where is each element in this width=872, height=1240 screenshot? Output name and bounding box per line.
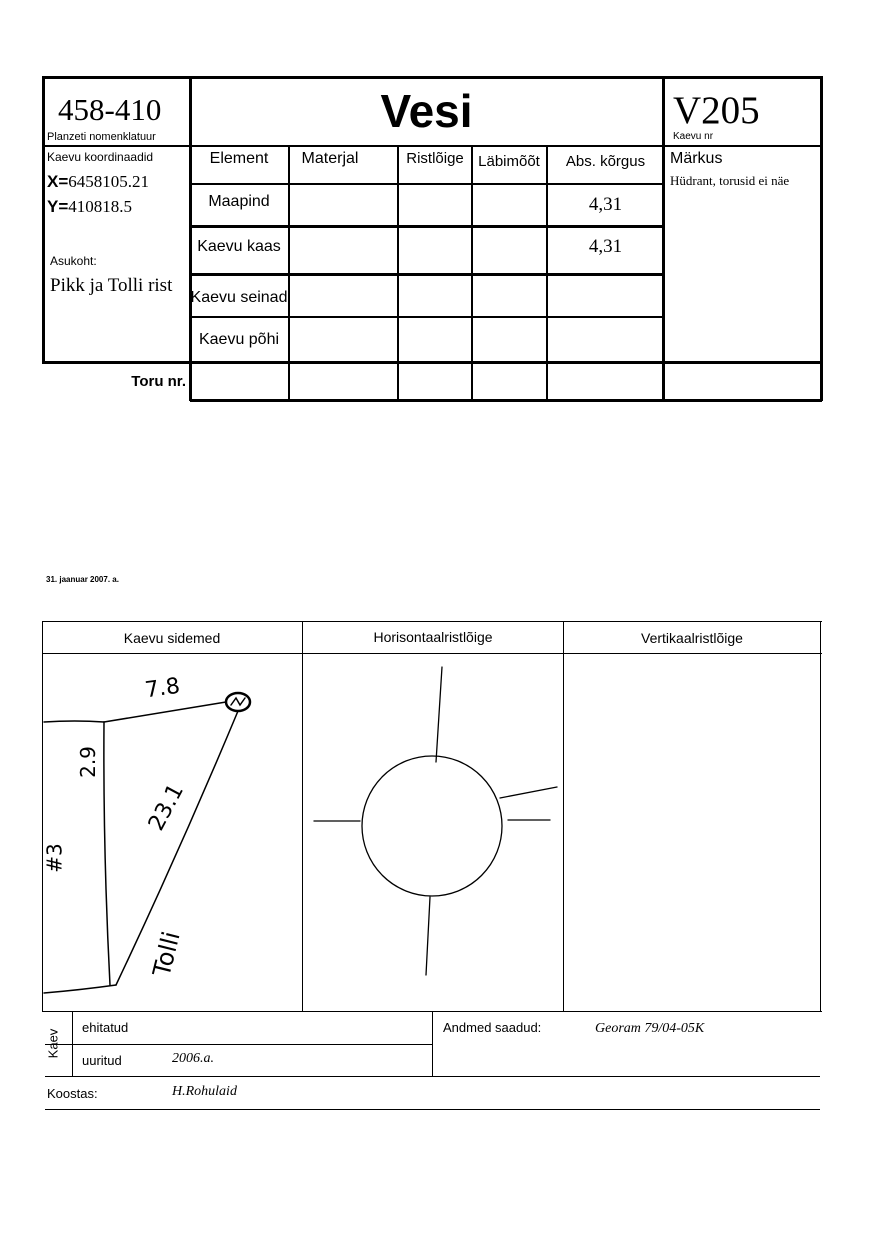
- sheet-nomenclature: 458-410: [58, 92, 162, 127]
- x-label: X=: [47, 172, 69, 191]
- column-element: Element: [209, 150, 269, 167]
- surveyed-value: 2006.a.: [172, 1051, 214, 1066]
- row-ground: Maapind: [208, 193, 270, 210]
- column-horizontal-section: Horisontaalristlõige: [373, 629, 493, 645]
- column-abs-height: Abs. kõrgus: [565, 153, 646, 170]
- handwritten-label-23-1: 23.1: [143, 780, 190, 835]
- compiled-by-label: Koostas:: [47, 1086, 98, 1101]
- column-cross-section: Ristlõige: [406, 150, 464, 167]
- y-label: Y=: [47, 197, 69, 216]
- well-number-label: Kaevu nr: [673, 131, 714, 142]
- handwritten-label-house-number: #3: [42, 843, 67, 873]
- data-source-value: Georam 79/04-05K: [595, 1021, 705, 1036]
- cover-abs-height: 4,31: [588, 236, 623, 257]
- column-vertical-section: Vertikaalristlõige: [641, 630, 743, 646]
- column-well-ties: Kaevu sidemed: [123, 630, 221, 646]
- sheet-nomenclature-label: Planzeti nomenklatuur: [47, 131, 156, 143]
- handwritten-label-street: Tolli: [147, 928, 186, 980]
- y-value: 410818.5: [68, 197, 133, 216]
- column-material: Materjal: [301, 150, 359, 167]
- row-well-cover: Kaevu kaas: [197, 238, 281, 255]
- remarks-label: Märkus: [670, 150, 723, 167]
- compiled-by-value: H.Rohulaid: [172, 1084, 237, 1099]
- handwritten-label-2-9: 2.9: [75, 746, 100, 778]
- data-source-label: Andmed saadud:: [443, 1020, 542, 1035]
- handwritten-label-7-8: 7.8: [143, 673, 182, 704]
- row-well-bottom: Kaevu põhi: [198, 331, 280, 348]
- pipe-number-label: Toru nr.: [131, 373, 186, 390]
- page-title: Vesi: [380, 85, 473, 137]
- coordinates-label: Kaevu koordinaadid: [47, 150, 154, 164]
- well-side-label: Kaev: [45, 1028, 61, 1059]
- location-label: Asukoht:: [50, 254, 97, 268]
- well-number: V205: [673, 89, 760, 132]
- column-diameter: Läbimõõt: [478, 153, 540, 170]
- remarks-value: Hüdrant, torusid ei näe: [670, 173, 790, 188]
- built-label: ehitatud: [82, 1020, 129, 1035]
- document-date: 31. jaanuar 2007. a.: [46, 575, 119, 584]
- location-value: Pikk ja Tolli rist: [50, 275, 173, 296]
- ground-abs-height: 4,31: [588, 194, 623, 215]
- surveyed-label: uuritud: [82, 1053, 122, 1068]
- row-well-walls: Kaevu seinad: [190, 289, 288, 306]
- x-value: 6458105.21: [68, 172, 150, 191]
